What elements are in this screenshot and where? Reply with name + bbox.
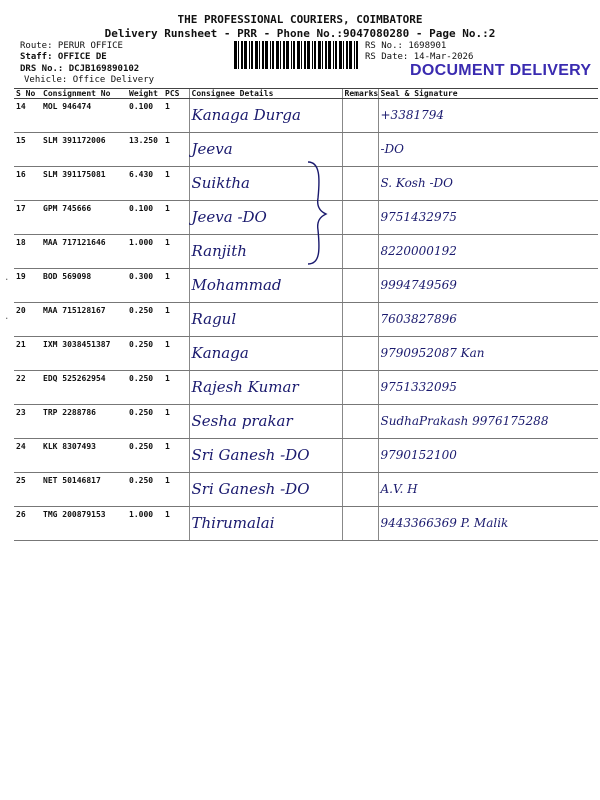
row-signature-cell (378, 235, 598, 269)
row-signature-cell (378, 269, 598, 303)
row-signature: +3381794 (380, 108, 444, 122)
bracket-mark (306, 158, 328, 268)
row-consignment-no: MAA 715128167 (41, 303, 127, 337)
row-pcs: 1 (163, 439, 189, 473)
row-sno: 23 (14, 405, 41, 439)
runsheet-subtitle: Delivery Runsheet - PRR - Phone No.:9047080280 - Page No.:2 (104, 27, 496, 40)
row-signature: 9443366369 P. Malik (380, 516, 509, 530)
row-weight: 0.250 (127, 473, 163, 507)
col-consignee: Consignee Details (189, 89, 342, 99)
row-remarks (342, 303, 378, 337)
table-row (14, 303, 598, 337)
row-consignee: Sri Ganesh -DO (191, 480, 310, 498)
row-sno: 17 (14, 201, 41, 235)
row-consignment-no: SLM 391172006 (41, 133, 127, 167)
row-signature-cell (378, 303, 598, 337)
row-consignee-cell (189, 439, 342, 473)
row-sno: 18 (14, 235, 41, 269)
row-remarks (342, 507, 378, 541)
table-row (14, 507, 598, 541)
col-sno: S No (14, 89, 41, 99)
row-consignee-cell (189, 269, 342, 303)
table-row (14, 439, 598, 473)
col-pcs: PCS (163, 89, 189, 99)
vehicle-label: Vehicle: Office Delivery (24, 75, 155, 85)
row-consignment-no: BOD 569098 (41, 269, 127, 303)
row-remarks (342, 405, 378, 439)
row-weight: 0.250 (127, 371, 163, 405)
row-consignee: Sesha prakar (191, 412, 293, 430)
row-consignee: Kanaga (191, 344, 249, 362)
col-weight: Weight (127, 89, 163, 99)
row-signature-cell (378, 371, 598, 405)
row-signature-cell (378, 439, 598, 473)
margin-dot: . (4, 273, 10, 283)
row-signature-cell (378, 167, 598, 201)
runsheet-table (14, 88, 598, 541)
row-consignee-cell (189, 99, 342, 133)
row-weight: 13.250 (127, 133, 163, 167)
row-sno: 25 (14, 473, 41, 507)
row-weight: 0.250 (127, 303, 163, 337)
row-pcs: 1 (163, 303, 189, 337)
row-weight: 1.000 (127, 235, 163, 269)
document-delivery-stamp: DOCUMENT DELIVERY (410, 62, 592, 79)
row-consignee-cell (189, 371, 342, 405)
row-signature: 9994749569 (380, 278, 457, 292)
row-consignee: Jeeva (191, 140, 233, 158)
row-pcs: 1 (163, 405, 189, 439)
row-consignee: Mohammad (191, 276, 282, 294)
row-consignee-cell (189, 405, 342, 439)
row-weight: 0.100 (127, 201, 163, 235)
row-sno: 21 (14, 337, 41, 371)
row-weight: 0.250 (127, 337, 163, 371)
row-signature: SudhaPrakash 9976175288 (380, 414, 549, 428)
row-pcs: 1 (163, 167, 189, 201)
row-consignee: Kanaga Durga (191, 106, 301, 124)
row-signature-cell (378, 473, 598, 507)
row-consignee: Suiktha (191, 174, 250, 192)
row-signature-cell (378, 99, 598, 133)
row-consignment-no: SLM 391175081 (41, 167, 127, 201)
drs-number: DRS No.: DCJB169890102 (20, 64, 140, 74)
row-consignment-no: TMG 200879153 (41, 507, 127, 541)
row-sno: 26 (14, 507, 41, 541)
row-pcs: 1 (163, 337, 189, 371)
row-signature-cell (378, 405, 598, 439)
table-row (14, 371, 598, 405)
row-consignee-cell (189, 507, 342, 541)
row-sno: 19 (14, 269, 41, 303)
row-weight: 0.100 (127, 99, 163, 133)
row-signature-cell (378, 507, 598, 541)
row-sno: 20 (14, 303, 41, 337)
col-consignment: Consignment No (41, 89, 127, 99)
row-pcs: 1 (163, 269, 189, 303)
col-remarks: Remarks (342, 89, 378, 99)
staff-label: Staff: OFFICE DE (20, 52, 107, 62)
table-row (14, 99, 598, 133)
row-sno: 16 (14, 167, 41, 201)
row-signature: A.V. H (380, 482, 418, 496)
row-remarks (342, 133, 378, 167)
row-sno: 22 (14, 371, 41, 405)
row-pcs: 1 (163, 201, 189, 235)
row-pcs: 1 (163, 235, 189, 269)
table-row (14, 473, 598, 507)
row-consignment-no: MAA 717121646 (41, 235, 127, 269)
row-signature-cell (378, 337, 598, 371)
row-consignment-no: MOL 946474 (41, 99, 127, 133)
row-remarks (342, 167, 378, 201)
row-signature: S. Kosh -DO (380, 176, 454, 190)
row-pcs: 1 (163, 473, 189, 507)
table-header-row (14, 89, 598, 99)
row-remarks (342, 439, 378, 473)
row-weight: 0.250 (127, 405, 163, 439)
row-remarks (342, 337, 378, 371)
row-signature: 9790152100 (380, 448, 457, 462)
row-signature: -DO (380, 142, 405, 156)
row-consignee-cell (189, 473, 342, 507)
barcode (234, 41, 360, 69)
row-weight: 0.250 (127, 439, 163, 473)
row-consignee: Ranjith (191, 242, 247, 260)
row-weight: 0.300 (127, 269, 163, 303)
row-weight: 1.000 (127, 507, 163, 541)
row-remarks (342, 99, 378, 133)
row-consignee: Rajesh Kumar (191, 378, 299, 396)
row-remarks (342, 269, 378, 303)
row-signature: 9751432975 (380, 210, 457, 224)
rs-date: RS Date: 14-Mar-2026 (365, 52, 474, 62)
row-pcs: 1 (163, 507, 189, 541)
row-sno: 15 (14, 133, 41, 167)
row-signature: 7603827896 (380, 312, 457, 326)
row-pcs: 1 (163, 371, 189, 405)
row-pcs: 1 (163, 133, 189, 167)
row-signature: 9751332095 (380, 380, 457, 394)
row-consignment-no: NET 50146817 (41, 473, 127, 507)
margin-dot: . (4, 312, 10, 322)
row-sno: 14 (14, 99, 41, 133)
table-row (14, 337, 598, 371)
row-signature-cell (378, 133, 598, 167)
row-consignee: Ragul (191, 310, 237, 328)
row-consignee: Sri Ganesh -DO (191, 446, 310, 464)
table-row (14, 269, 598, 303)
row-remarks (342, 235, 378, 269)
row-signature: 9790952087 Kan (380, 346, 485, 360)
row-remarks (342, 473, 378, 507)
row-consignment-no: EDQ 525262954 (41, 371, 127, 405)
row-consignment-no: GPM 745666 (41, 201, 127, 235)
row-remarks (342, 201, 378, 235)
row-weight: 6.430 (127, 167, 163, 201)
row-consignee: Jeeva -DO (191, 208, 267, 226)
row-consignment-no: TRP 2288786 (41, 405, 127, 439)
row-sno: 24 (14, 439, 41, 473)
row-remarks (342, 371, 378, 405)
row-consignment-no: KLK 8307493 (41, 439, 127, 473)
row-pcs: 1 (163, 99, 189, 133)
route-label: Route: PERUR OFFICE (20, 41, 123, 51)
rs-number: RS No.: 1698901 (365, 41, 447, 51)
row-signature-cell (378, 201, 598, 235)
row-consignee-cell (189, 337, 342, 371)
row-consignment-no: IXM 3038451387 (41, 337, 127, 371)
row-consignee: Thirumalai (191, 514, 275, 532)
col-seal: Seal & Signature (378, 89, 598, 99)
row-consignee-cell (189, 303, 342, 337)
row-signature: 8220000192 (380, 244, 457, 258)
company-title: THE PROFESSIONAL COURIERS, COIMBATORE (177, 13, 423, 26)
table-row (14, 405, 598, 439)
